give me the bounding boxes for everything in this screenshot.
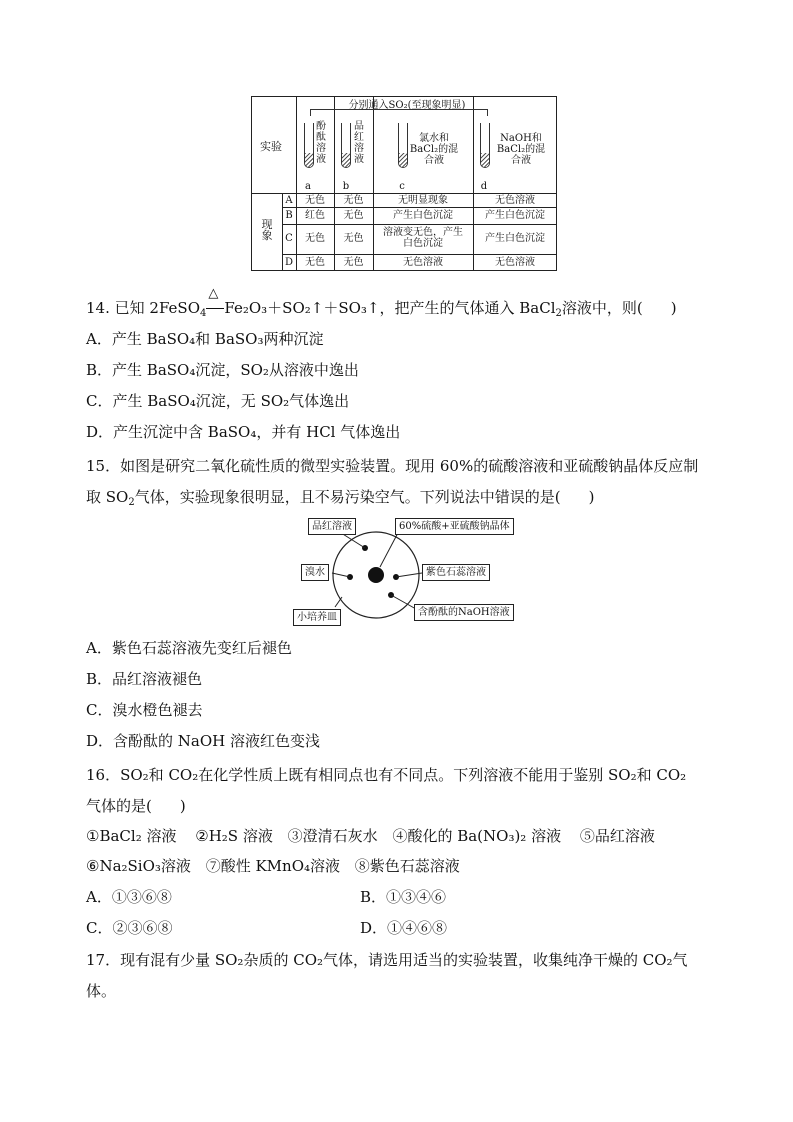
option-16-c: C．②③⑥⑧ — [86, 919, 173, 937]
question-17-line2: 体。 — [86, 982, 117, 1000]
subscript: 4 — [200, 308, 207, 319]
question-14-stem — [86, 286, 677, 319]
label-litmus: 紫色石蕊溶液 — [422, 564, 490, 581]
micro-experiment-diagram — [290, 515, 520, 627]
question-15-line2 — [86, 487, 594, 507]
table-cell: 无色溶液 — [495, 257, 535, 268]
test-tube-c — [398, 123, 408, 168]
option-15-d: D．含酚酞的 NaOH 溶液红色变浅 — [86, 732, 321, 750]
tube-a-label: 酚酞溶液 — [316, 121, 326, 165]
test-tube-d — [480, 123, 490, 168]
table-cell: 产生白色沉淀 — [393, 210, 453, 221]
option-14-c: C．产生 BaSO₄沉淀，无 SO₂气体逸出 — [86, 392, 350, 410]
question-15-line1: 15．如图是研究二氧化硫性质的微型实验装置。现用 60%的硫酸溶液和亚硫酸钠晶体反应制 — [86, 457, 699, 475]
row-option: D — [284, 257, 294, 268]
subscript: 2 — [128, 497, 135, 508]
table-divider — [282, 224, 556, 225]
option-15-a: A．紫色石蕊溶液先变红后褪色 — [86, 639, 292, 657]
test-tube-a — [304, 123, 314, 168]
formula-part: 已知 2FeSO — [114, 299, 200, 317]
row-option: C — [285, 233, 293, 244]
table-divider — [296, 97, 297, 270]
label-pinhong: 品红溶液 — [308, 518, 356, 535]
answer-paren: ) — [179, 797, 186, 815]
stem-text: ，把产生的气体通入 BaCl — [379, 299, 556, 317]
table-cell: 无色溶液 — [495, 195, 535, 206]
question-17-line1: 17．现有混有少量 SO₂杂质的 CO₂气体，请选用适当的实验装置，收集纯净干燥的 CO₂气 — [86, 951, 688, 969]
tube-id-c: c — [399, 181, 405, 192]
stem-text: 溶液中，则( — [561, 299, 643, 317]
table-cell: 产生白色沉淀 — [485, 210, 545, 221]
question-16-line1: 16．SO₂和 CO₂在化学性质上既有相同点也有不同点。下列溶液不能用于鉴别 SO₂和 CO₂ — [86, 766, 687, 784]
table-cell: 产生白色沉淀 — [485, 233, 545, 244]
label-naoh: 含酚酞的NaOH溶液 — [414, 604, 514, 621]
tube-c-label: 氯水和BaCl₂的混合液 — [409, 133, 459, 166]
answer-paren: ) — [670, 299, 677, 317]
solution-item: ②H₂S 溶液 — [195, 827, 273, 845]
subscript: 2 — [555, 308, 562, 319]
label-dish: 小培养皿 — [293, 609, 341, 626]
option-15-c: C．溴水橙色褪去 — [86, 701, 203, 719]
question-number: 14. — [86, 299, 110, 317]
question-16-line2 — [86, 796, 186, 816]
question-16-items-row1 — [86, 826, 655, 846]
tube-id-b: b — [342, 181, 350, 192]
row-option: B — [285, 210, 293, 221]
table-divider — [282, 207, 556, 208]
solution-item: ④酸化的 Ba(NO₃)₂ 溶液 — [392, 827, 562, 845]
table-cell: 无色 — [305, 233, 325, 244]
question-16-items-row2 — [86, 856, 460, 876]
experiment-table — [251, 96, 557, 271]
solution-item: ①BaCl₂ 溶液 — [86, 827, 177, 845]
gas-bracket — [310, 109, 488, 116]
label-acid: 60%硫酸+亚硫酸钠晶体 — [395, 518, 514, 535]
phenomenon-label: 现象 — [261, 218, 273, 242]
tube-id-d: d — [480, 181, 488, 192]
stem-text: 气体，实验现象很明显，且不易污染空气。下列说法中错误的是( — [134, 488, 561, 506]
table-cell: 红色 — [305, 210, 325, 221]
table-divider — [373, 97, 374, 270]
table-divider — [473, 97, 474, 270]
answer-paren: ) — [588, 488, 595, 506]
option-16-a: A．①③⑥⑧ — [86, 888, 172, 906]
formula-part: Fe₂O₃＋SO₂↑＋SO₃↑ — [224, 299, 380, 317]
tube-id-a: a — [305, 181, 311, 192]
solution-item: ⑧紫色石蕊溶液 — [354, 857, 460, 875]
tube-b-label: 品红溶液 — [354, 121, 364, 165]
experiment-label: 实验 — [260, 140, 282, 153]
table-divider — [334, 97, 335, 270]
solution-item: ⑦酸性 KMnO₄溶液 — [205, 857, 341, 875]
heat-condition — [206, 286, 224, 318]
table-cell: 无色 — [343, 195, 364, 206]
table-cell: 无色溶液 — [403, 257, 443, 268]
table-cell: 无色 — [343, 233, 364, 244]
table-cell: 无色 — [343, 210, 364, 221]
option-14-b: B．产生 BaSO₄沉淀，SO₂从溶液中逸出 — [86, 361, 359, 379]
table-divider — [282, 254, 556, 255]
tube-d-label: NaOH和BaCl₂的混合液 — [496, 133, 546, 166]
option-16-b: B．①③④⑥ — [360, 888, 447, 906]
row-option: A — [285, 195, 293, 206]
solution-item: ⑤品红溶液 — [579, 827, 655, 845]
solution-item: ③澄清石灰水 — [287, 827, 378, 845]
option-15-b: B．品红溶液褪色 — [86, 670, 203, 688]
table-cell: 无色 — [305, 195, 325, 206]
table-cell: 溶液变无色，产生白色沉淀 — [383, 227, 463, 249]
table-cell: 无色 — [305, 257, 325, 268]
stem-text: 气体的是( — [86, 797, 152, 815]
option-14-d: D．产生沉淀中含 BaSO₄，并有 HCl 气体逸出 — [86, 423, 401, 441]
table-cell: 无色 — [343, 257, 364, 268]
option-16-d: D．①④⑥⑧ — [360, 919, 448, 937]
gas-note: 分别通入SO₂(至现象明显) — [348, 100, 466, 111]
table-cell: 无明显现象 — [398, 195, 448, 206]
stem-text: 取 SO — [86, 488, 129, 506]
test-tube-b — [341, 123, 351, 168]
label-bromine: 溴水 — [301, 564, 329, 581]
table-divider — [252, 193, 556, 194]
option-14-a: A．产生 BaSO₄和 BaSO₃两种沉淀 — [86, 330, 324, 348]
heat-symbol: △ — [208, 286, 219, 301]
solution-item: ⑥Na₂SiO₃溶液 — [86, 857, 191, 875]
